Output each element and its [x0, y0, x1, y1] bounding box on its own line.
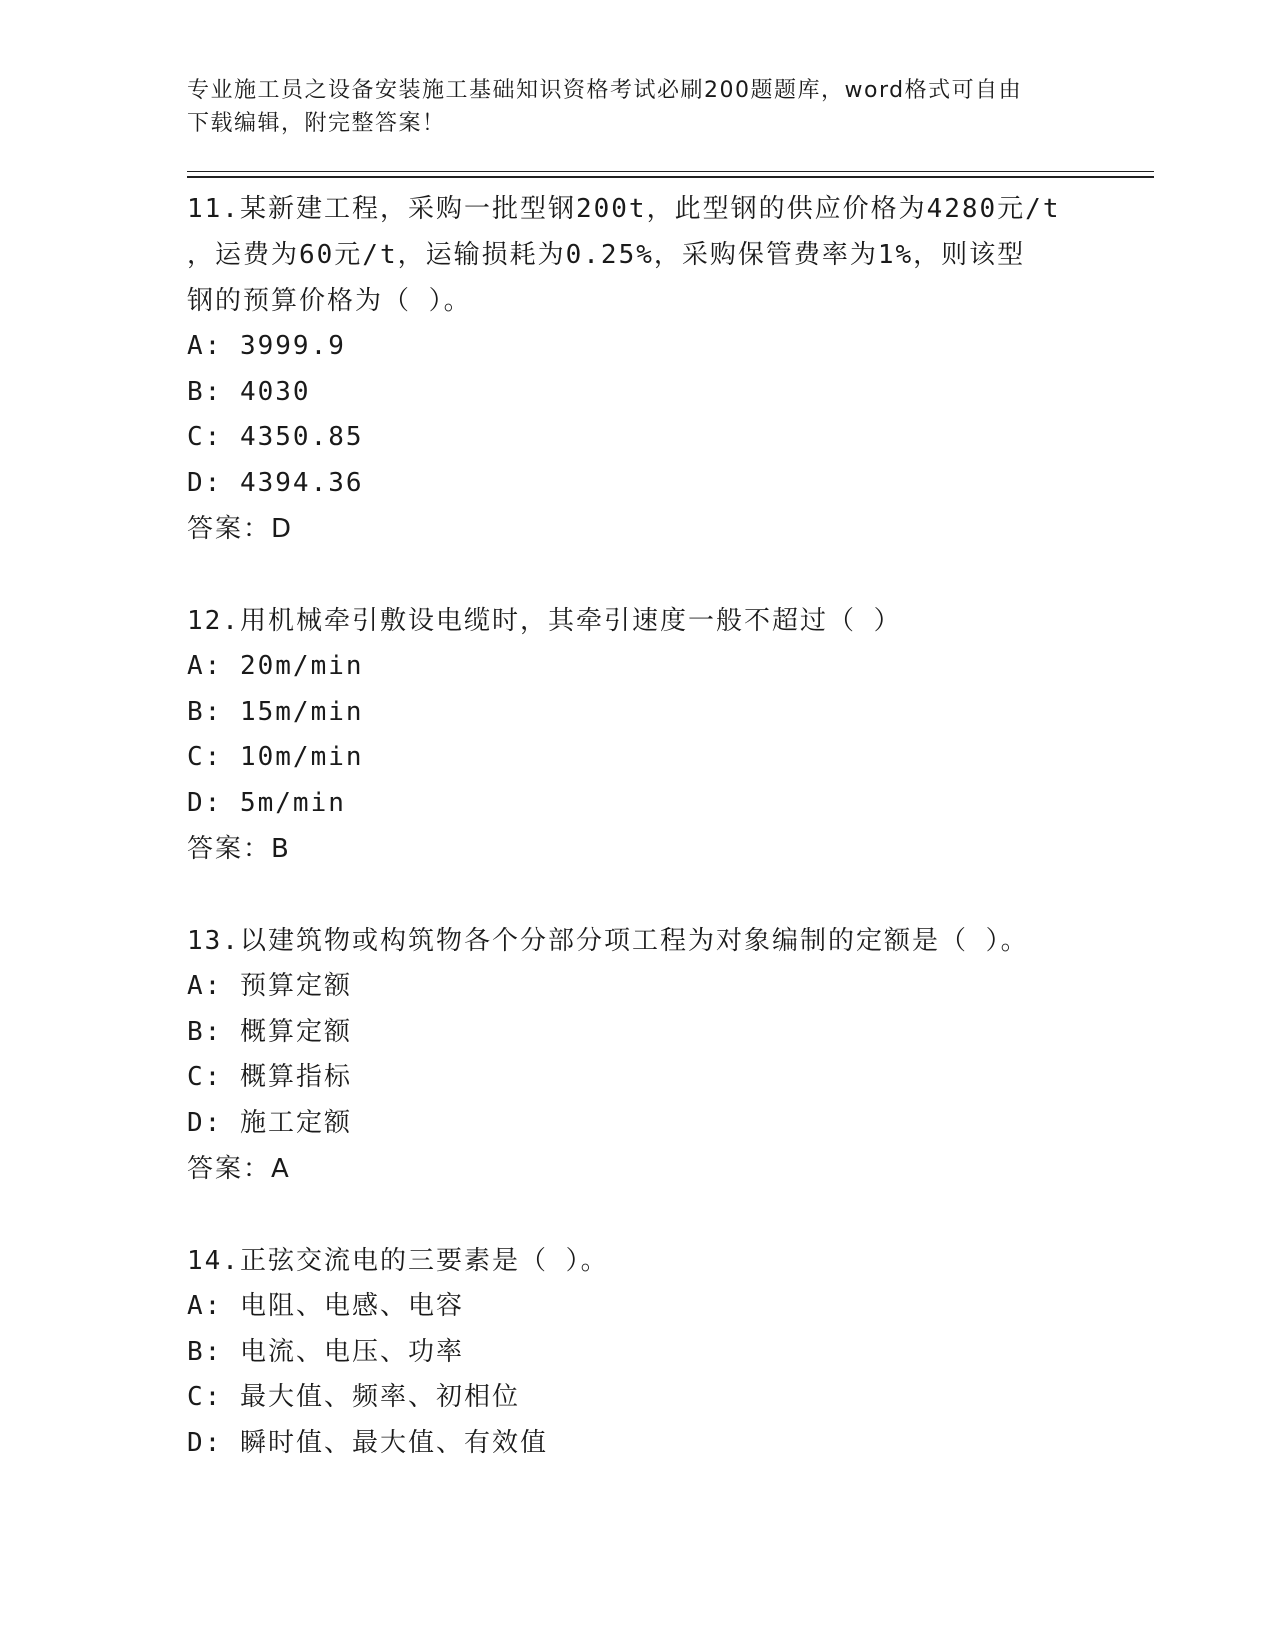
- question-stem-line: 13.以建筑物或构筑物各个分部分项工程为对象编制的定额是（ ）。: [187, 926, 1029, 956]
- option-b: B: 15m/min: [187, 696, 364, 727]
- answer: 答案：B: [187, 834, 291, 864]
- question-14: [187, 1238, 1067, 1466]
- question-12: [187, 598, 1067, 872]
- option-b: B: 4030: [187, 376, 311, 407]
- option-c: C: 10m/min: [187, 742, 364, 772]
- option-d: D: 4394.36: [187, 467, 364, 498]
- header-title-line-2: 下载编辑，附完整答案！: [187, 111, 446, 136]
- answer: 答案：A: [187, 1154, 291, 1184]
- answer: 答案：D: [187, 514, 294, 544]
- question-list: [187, 186, 1067, 1512]
- question-stem-line: 12.用机械牵引敷设电缆时，其牵引速度一般不超过（ ）: [187, 606, 902, 636]
- header-title-line-1: 专业施工员之设备安装施工基础知识资格考试必刷200题题库，word格式可自由: [187, 78, 1023, 103]
- question-stem-line: ，运费为60元/t，运输损耗为0.25%，采购保管费率为1%，则该型: [187, 240, 1026, 270]
- option-a: A: 20m/min: [187, 651, 364, 681]
- option-a: A: 预算定额: [187, 971, 352, 1001]
- header-divider-thin: [187, 171, 1154, 172]
- question-11: [187, 186, 1067, 552]
- question-stem-line: 14.正弦交流电的三要素是（ ）。: [187, 1246, 609, 1276]
- option-a: A: 3999.9: [187, 331, 346, 361]
- option-c: C: 概算指标: [187, 1062, 352, 1092]
- question-stem-line: 11.某新建工程，采购一批型钢200t，此型钢的供应价格为4280元/t: [187, 194, 1061, 224]
- option-d: D: 5m/min: [187, 787, 346, 818]
- option-c: C: 4350.85: [187, 422, 364, 452]
- question-stem-line: 钢的预算价格为（ ）。: [187, 286, 472, 316]
- document-header: [187, 74, 1067, 140]
- option-a: A: 电阻、电感、电容: [187, 1291, 464, 1321]
- option-d: D: 施工定额: [187, 1107, 352, 1138]
- option-c: C: 最大值、频率、初相位: [187, 1382, 520, 1412]
- header-divider-thick: [187, 176, 1154, 178]
- option-b: B: 概算定额: [187, 1016, 352, 1047]
- question-13: [187, 918, 1067, 1192]
- option-b: B: 电流、电压、功率: [187, 1336, 464, 1367]
- option-d: D: 瞬时值、最大值、有效值: [187, 1427, 548, 1458]
